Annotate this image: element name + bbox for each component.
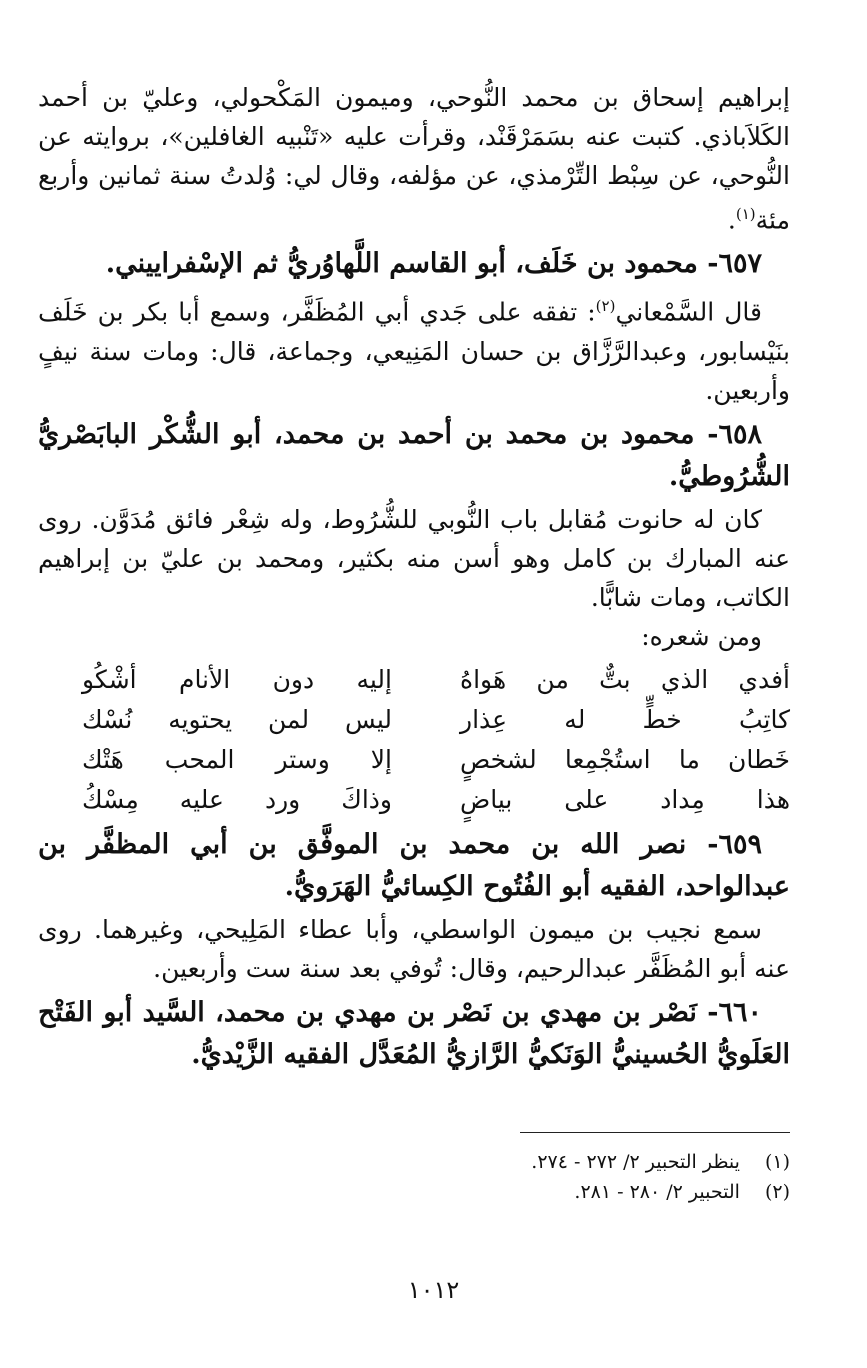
verse-first-hemistich: خَطان ما استُجْمِعا لشخصٍ bbox=[460, 744, 790, 774]
entry-658-heading: ٦٥٨- محمود بن محمد بن أحمد بن محمد، أبو الشُّكْر البابَصْريُّ الشُّرُوطيُّ. bbox=[38, 418, 790, 492]
footnote-ref-1: (١) bbox=[735, 205, 756, 223]
entry-657-body-start: قال السَّمْعاني bbox=[615, 297, 762, 327]
entry-659-body: سمع نجيب بن ميمون الواسطي، وأبا عطاء المَلِيحي، وغيرهما. روى عنه أبو المُظَفَّر عبدالرحيم، وقال: تُوفي بعد سنة ست وأربعين. bbox=[38, 914, 790, 983]
entry-659-heading: ٦٥٩- نصر الله بن محمد بن الموفَّق بن أبي المظفَّر بن عبدالواحد، الفقيه أبو الفُتُوح الكِسائيُّ الهَرَويُّ. bbox=[38, 828, 790, 902]
verse-second-hemistich: إلا وستر المحب هَتْك bbox=[82, 744, 392, 774]
footnote-1 bbox=[62, 1147, 790, 1177]
footnote-2 bbox=[62, 1177, 790, 1207]
verse-second-hemistich: ليس لمن يحتويه نُسْك bbox=[82, 704, 392, 734]
verse-second-hemistich: وذاكَ ورد عليه مِسْكُ bbox=[82, 784, 392, 814]
entry-660-heading: ٦٦٠- نَصْر بن مهدي بن نَصْر بن مهدي بن محمد، السَّيد أبو الفَتْح العَلَويُّ الحُسينيُّ الوَنَكيُّ الرَّازيُّ المُعَدَّل الفقيه الزَّيْديُّ. bbox=[38, 996, 790, 1070]
verse-first-hemistich: هذا مِداد على بياضٍ bbox=[460, 784, 790, 814]
entry-658-body: كان له حانوت مُقابل باب النُّوبي للشُّرُوط، وله شِعْر فائق مُدَوَّن. روى عنه المبارك بن كامل وهو أسن منه بكثير، ومحمد بن عليّ بن إبراهيم الكاتب، ومات شابًّا. bbox=[38, 504, 790, 612]
footnote-1-number: (١) bbox=[764, 1151, 790, 1173]
footnote-ref-2: (٢) bbox=[595, 297, 616, 316]
verse-line bbox=[38, 780, 790, 820]
poem-intro: ومن شعره: bbox=[641, 621, 762, 651]
footnote-divider bbox=[520, 1132, 790, 1133]
entry-657-body-rest: : تفقه على جَدي أبي المُظَفَّر، وسمع أبا بكر بن خَلَف بنَيْسابور، وعبدالرَّزَّاق بن حسان المَنِيعي، وجماعة، قال: ومات سنة نيفٍ وأربعين. bbox=[38, 297, 790, 405]
continuation-paragraph bbox=[38, 78, 790, 239]
verse-line bbox=[38, 660, 790, 700]
entry-657-heading: ٦٥٧- محمود بن خَلَف، أبو القاسم اللَّهاوُريُّ ثم الإسْفراييني. bbox=[105, 248, 762, 280]
footnote-2-number: (٢) bbox=[764, 1181, 790, 1203]
verse-first-hemistich: أفدي الذي بتٌّ من هَواهُ bbox=[460, 664, 790, 694]
page-body bbox=[38, 78, 790, 1078]
footnotes bbox=[62, 1132, 790, 1207]
verse-line bbox=[38, 740, 790, 780]
poem bbox=[38, 660, 790, 820]
footnote-1-text: ينظر التحبير ٢/ ٢٧٢ - ٢٧٤. bbox=[531, 1151, 740, 1173]
verse-second-hemistich: إليه دون الأنام أشْكُو bbox=[82, 664, 392, 694]
footnote-2-text: التحبير ٢/ ٢٨٠ - ٢٨١. bbox=[574, 1181, 740, 1203]
continuation-text: إبراهيم إسحاق بن محمد النُّوحي، وميمون المَكْحولي، وعليّ بن أحمد الكَلاَباذي. كتبت عنه بسَمَرْقَنْد، وقرأت عليه «تَنْبيه الغافلين»، بروايته عن النُّوحي، عن سِبْط التِّرْمذي، عن مؤلفه، وقال لي: وُلدتُ سنة ثمانين وأربع مئة bbox=[38, 83, 790, 235]
continuation-end: . bbox=[727, 205, 736, 235]
verse-line bbox=[38, 700, 790, 740]
page-number: ١٠١٢ bbox=[407, 1276, 460, 1304]
entry-657-body bbox=[38, 287, 790, 409]
verse-first-hemistich: كاتِبُ خطٍّ له عِذار bbox=[460, 704, 790, 734]
